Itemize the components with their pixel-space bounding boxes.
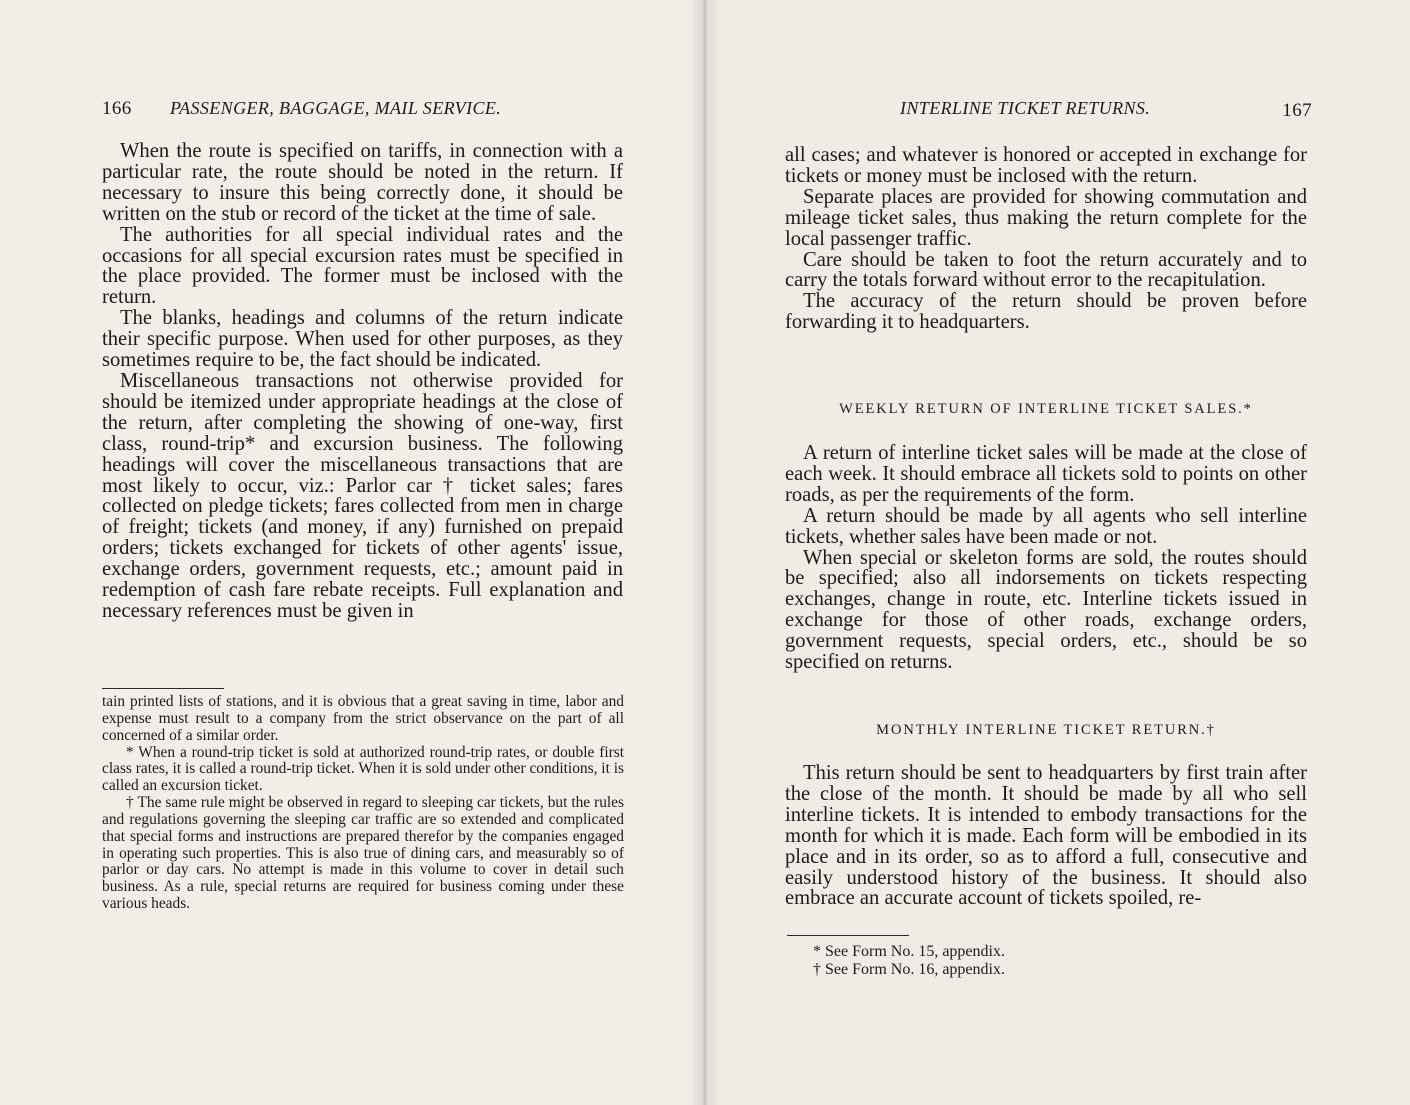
weekly-return-heading: WEEKLY RETURN OF INTERLINE TICKET SALES.* [839, 401, 1253, 417]
paragraph: This return should be sent to headquarters by first train after the close of the month. It should be made by all who sell interline tickets. It is intended to embody transactions for the month for which it is made. Each form will be embodied in its place and in its order, so as to afford a full, consecutive and easily understood history of the business. It should also embrace an accurate account of tickets spoiled, re- [785, 762, 1307, 910]
right-page-number: 167 [1282, 100, 1312, 121]
paragraph: Separate places are provided for showing commutation and mileage ticket sales, thus making the return complete for the local passenger traffic. [785, 185, 1307, 250]
paragraph: The authorities for all special individual rates and the occasions for all special excursion rates must be specified in the place provided. The former must be inclosed with the return. [102, 223, 623, 309]
right-running-title: INTERLINE TICKET RETURNS. [900, 98, 1151, 118]
left-page [0, 0, 703, 1105]
book-gutter [690, 0, 720, 1105]
paragraph: A return of interline ticket sales will be made at the close of each week. It should embrace all tickets sold to points on other roads, as per the requirements of the form. [785, 442, 1307, 506]
paragraph: The accuracy of the return should be proven before forwarding it to headquarters. [785, 290, 1307, 334]
footnote: † See Form No. 16, appendix. [813, 960, 1005, 978]
paragraph: The blanks, headings and columns of the return indicate their specific purpose. When used for other purposes, as they sometimes require to be, the fact should be indicated. [102, 307, 623, 372]
left-running-title: PASSENGER, BAGGAGE, MAIL SERVICE. [170, 98, 502, 118]
left-running-head [102, 98, 622, 120]
right-page [705, 0, 1410, 1105]
right-intro-text [785, 145, 1307, 333]
right-running-head [900, 98, 1312, 119]
footnote: † The same rule might be observed in regard to sleeping car tickets, but the rules and regulations governing the sleeping car traffic are so extended and complicated that special forms and instructions are prepared therefor by the companies engaged in operating such properties. This is also true of dining cars, and measurably so of parlor or day cars. No attempt is made in this volume to cover in detail such business. As a rule, special returns are required for business coming under these various heads. [102, 794, 624, 913]
left-page-number: 166 [102, 98, 132, 119]
left-body-text [102, 141, 623, 622]
footnote-rule [102, 688, 224, 689]
paragraph: A return should be made by all agents who sell interline tickets, whether sales have been made or not. [785, 504, 1307, 548]
paragraph: all cases; and whatever is honored or accepted in exchange for tickets or money must be inclosed with the return. [785, 144, 1307, 187]
left-footnotes [102, 694, 624, 913]
paragraph: Care should be taken to foot the return accurately and to carry the totals forward without error to the recapitulation. [785, 248, 1307, 292]
paragraph: When special or skeleton forms are sold, the routes should be specified; also all indorsements on tickets respecting exchanges, change in route, etc. Interline tickets issued in exchange for those of other roads, exchange orders, government requests, special orders, etc., should be so specified on returns. [785, 546, 1307, 674]
footnote: * See Form No. 15, appendix. [813, 943, 1005, 960]
paragraph: When the route is specified on tariffs, in connection with a particular rate, the route should be noted in the return. If necessary to insure this being correctly done, it should be written on the stub or record of the ticket at the time of sale. [102, 140, 623, 225]
footnote: * When a round-trip ticket is sold at authorized round-trip rates, or double first class rates, it is called a round-trip ticket. When it is sold under other conditions, it is called an excursion ticket. [102, 743, 624, 795]
monthly-return-heading: MONTHLY INTERLINE TICKET RETURN.† [876, 722, 1216, 738]
paragraph: Miscellaneous transactions not otherwise provided for should be itemized under appropriate headings at the close of the return, after completing the showing of one-way, first class, round-trip* and excursion business. The following headings will cover the miscellaneous transactions that are most likely to occur, viz.: Parlor car † ticket sales; fares collected on pledge tickets; fares collected from men in charge of freight; tickets (and money, if any) furnished on prepaid orders; tickets exchanged for tickets of other agents' issue, exchange orders, government requests, etc.; amount paid in redemption of cash fare rebate receipts. Full explanation and necessary references must be given in [102, 369, 623, 622]
footnote: tain printed lists of stations, and it is obvious that a great saving in time, labor and expense must result to a company from the strict observance on the part of all concerned of a similar order. [102, 693, 624, 744]
weekly-return-text [785, 443, 1307, 673]
footnote-rule [787, 935, 909, 936]
right-footnotes [813, 943, 1213, 978]
monthly-return-text [785, 763, 1307, 909]
